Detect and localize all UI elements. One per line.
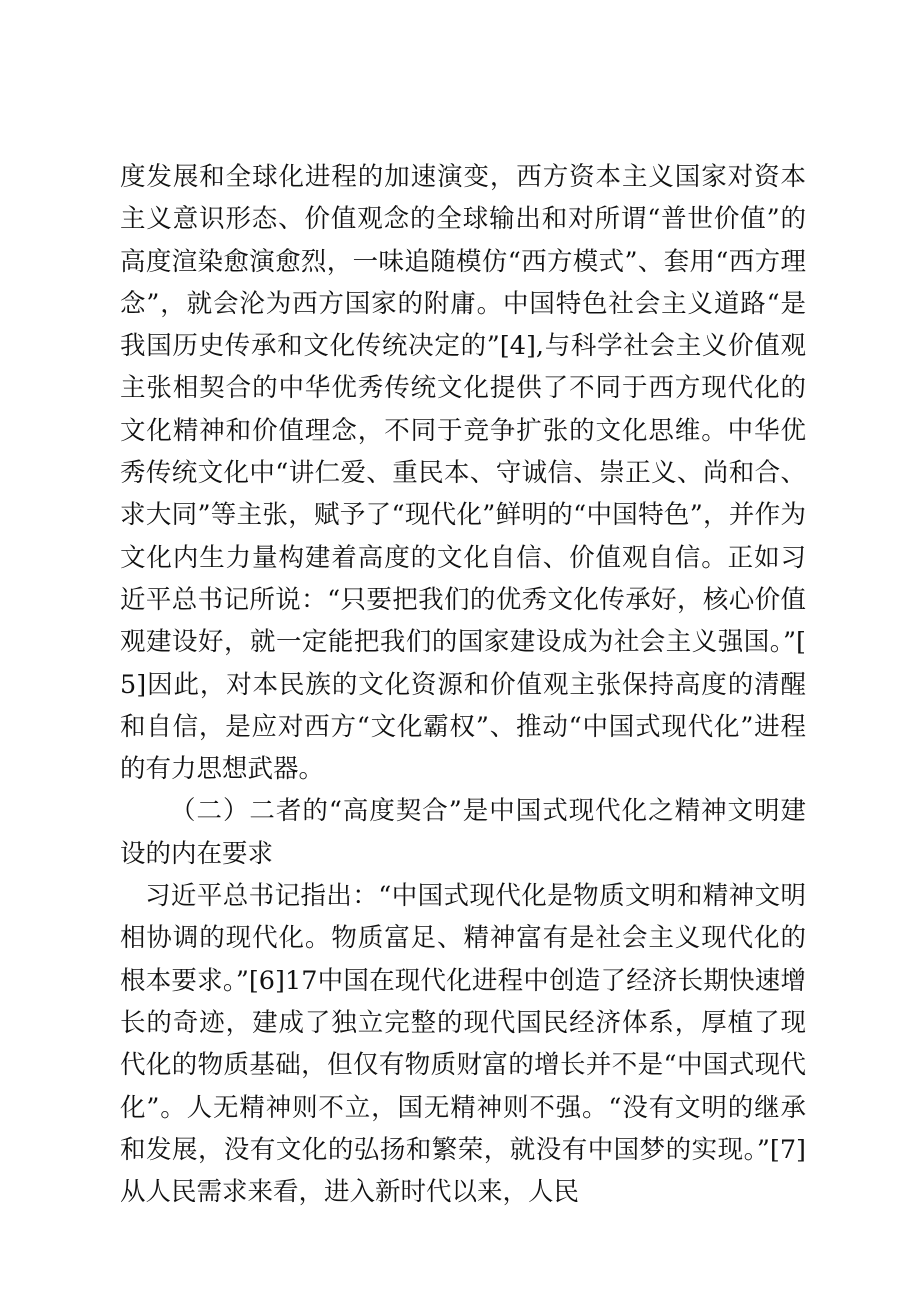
paragraph-continued: 度发展和全球化进程的加速演变，西方资本主义国家对资本主义意识形态、价值观念的全球输出和对所谓“普世价值”的高度渲染愈演愈烈，一味追随模仿“西方模式”、套用“西方理念”，就会沦为西方国家的附庸。中国特色社会主义道路“是我国历史传承和文化传统决定的”[4],与科学社会主义价值观主张相契合的中华优秀传统文化提供了不同于西方现代化的文化精神和价值理念，不同于竞争扩张的文化思维。中华优秀传统文化中“讲仁爱、重民本、守诚信、崇正义、尚和合、求大同”等主张，赋予了“现代化”鲜明的“中国特色”，并作为文化内生力量构建着高度的文化自信、价值观自信。正如习近平总书记所说：“只要把我们的优秀文化传承好，核心价值观建设好，就一定能把我们的国家建设成为社会主义强国。”[5]因此，对本民族的文化资源和价值观主张保持高度的清醒和自信，是应对西方“文化霸权”、推动“中国式现代化”进程的有力思想武器。 <box>120 162 806 785</box>
paragraph: 习近平总书记指出：“中国式现代化是物质文明和精神文明相协调的现代化。物质富足、精神富有是社会主义现代化的根本要求。”[6]17中国在现代化进程中创造了经济长期快速增长的奇迹，建成了独立完整的现代国民经济体系，厚植了现代化的物质基础，但仅有物质财富的增长并不是“中国式现代化”。人无精神则不立，国无精神则不强。“没有文明的继承和发展，没有文化的弘扬和繁荣，就没有中国梦的实现。”[7]从人民需求来看，进入新时代以来，人民 <box>120 881 806 1208</box>
section-subheading: （二）二者的“高度契合”是中国式现代化之精神文明建设的内在要求 <box>120 796 806 869</box>
document-body <box>120 156 806 1213</box>
